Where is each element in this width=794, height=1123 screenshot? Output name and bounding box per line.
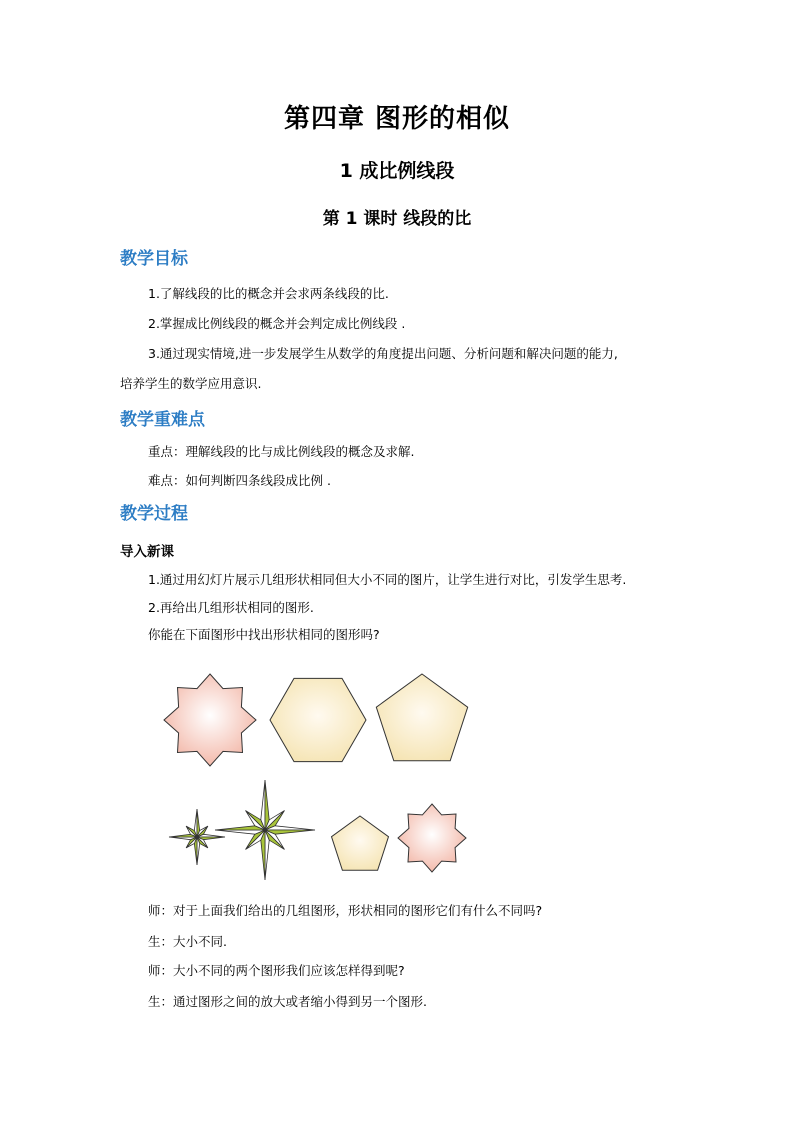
compass-star-small: [169, 809, 225, 865]
objective-item-2: 2.掌握成比例线段的概念并会判定成比例线段 .: [148, 316, 406, 331]
compass-star-large: [215, 780, 315, 880]
pentagon-small: [332, 816, 389, 870]
objectives-heading: 教学目标: [120, 249, 188, 269]
objective-item-3: 3.通过现实情境,进一步发展学生从数学的角度提出问题、分析问题和解决问题的能力,: [148, 346, 618, 361]
dialog-line-1: 师：对于上面我们给出的几组图形，形状相同的图形它们有什么不同吗?: [148, 903, 543, 918]
process-heading: 教学过程: [120, 504, 188, 524]
process-question: 你能在下面图形中找出形状相同的图形吗?: [148, 627, 380, 642]
shapes-figure: [150, 660, 480, 890]
objective-item-1: 1.了解线段的比的概念并会求两条线段的比.: [148, 286, 389, 301]
eight-point-star-large: [164, 674, 256, 766]
key-points-heading: 教学重难点: [120, 410, 205, 430]
objective-item-3-cont: 培养学生的数学应用意识.: [120, 376, 262, 391]
key-point-difficulty: 难点：如何判断四条线段成比例 .: [148, 473, 331, 488]
pentagon-large: [376, 674, 467, 761]
process-line-1: 1.通过用幻灯片展示几组形状相同但大小不同的图片，让学生进行对比，引发学生思考.: [148, 572, 627, 587]
lesson-title: 第 1 课时 线段的比: [322, 209, 472, 229]
dialog-line-2: 生：大小不同.: [148, 934, 227, 949]
intro-subheading: 导入新课: [120, 544, 174, 560]
eight-point-star-small: [398, 804, 466, 872]
chapter-title: 第四章 图形的相似: [283, 104, 511, 134]
hexagon: [270, 678, 366, 761]
dialog-line-4: 生：通过图形之间的放大或者缩小得到另一个图形.: [148, 994, 427, 1009]
key-point-focus: 重点：理解线段的比与成比例线段的概念及求解.: [148, 444, 415, 459]
process-line-2: 2.再给出几组形状相同的图形.: [148, 600, 314, 615]
dialog-line-3: 师：大小不同的两个图形我们应该怎样得到呢?: [148, 963, 405, 978]
section-title: 1 成比例线段: [339, 160, 455, 182]
